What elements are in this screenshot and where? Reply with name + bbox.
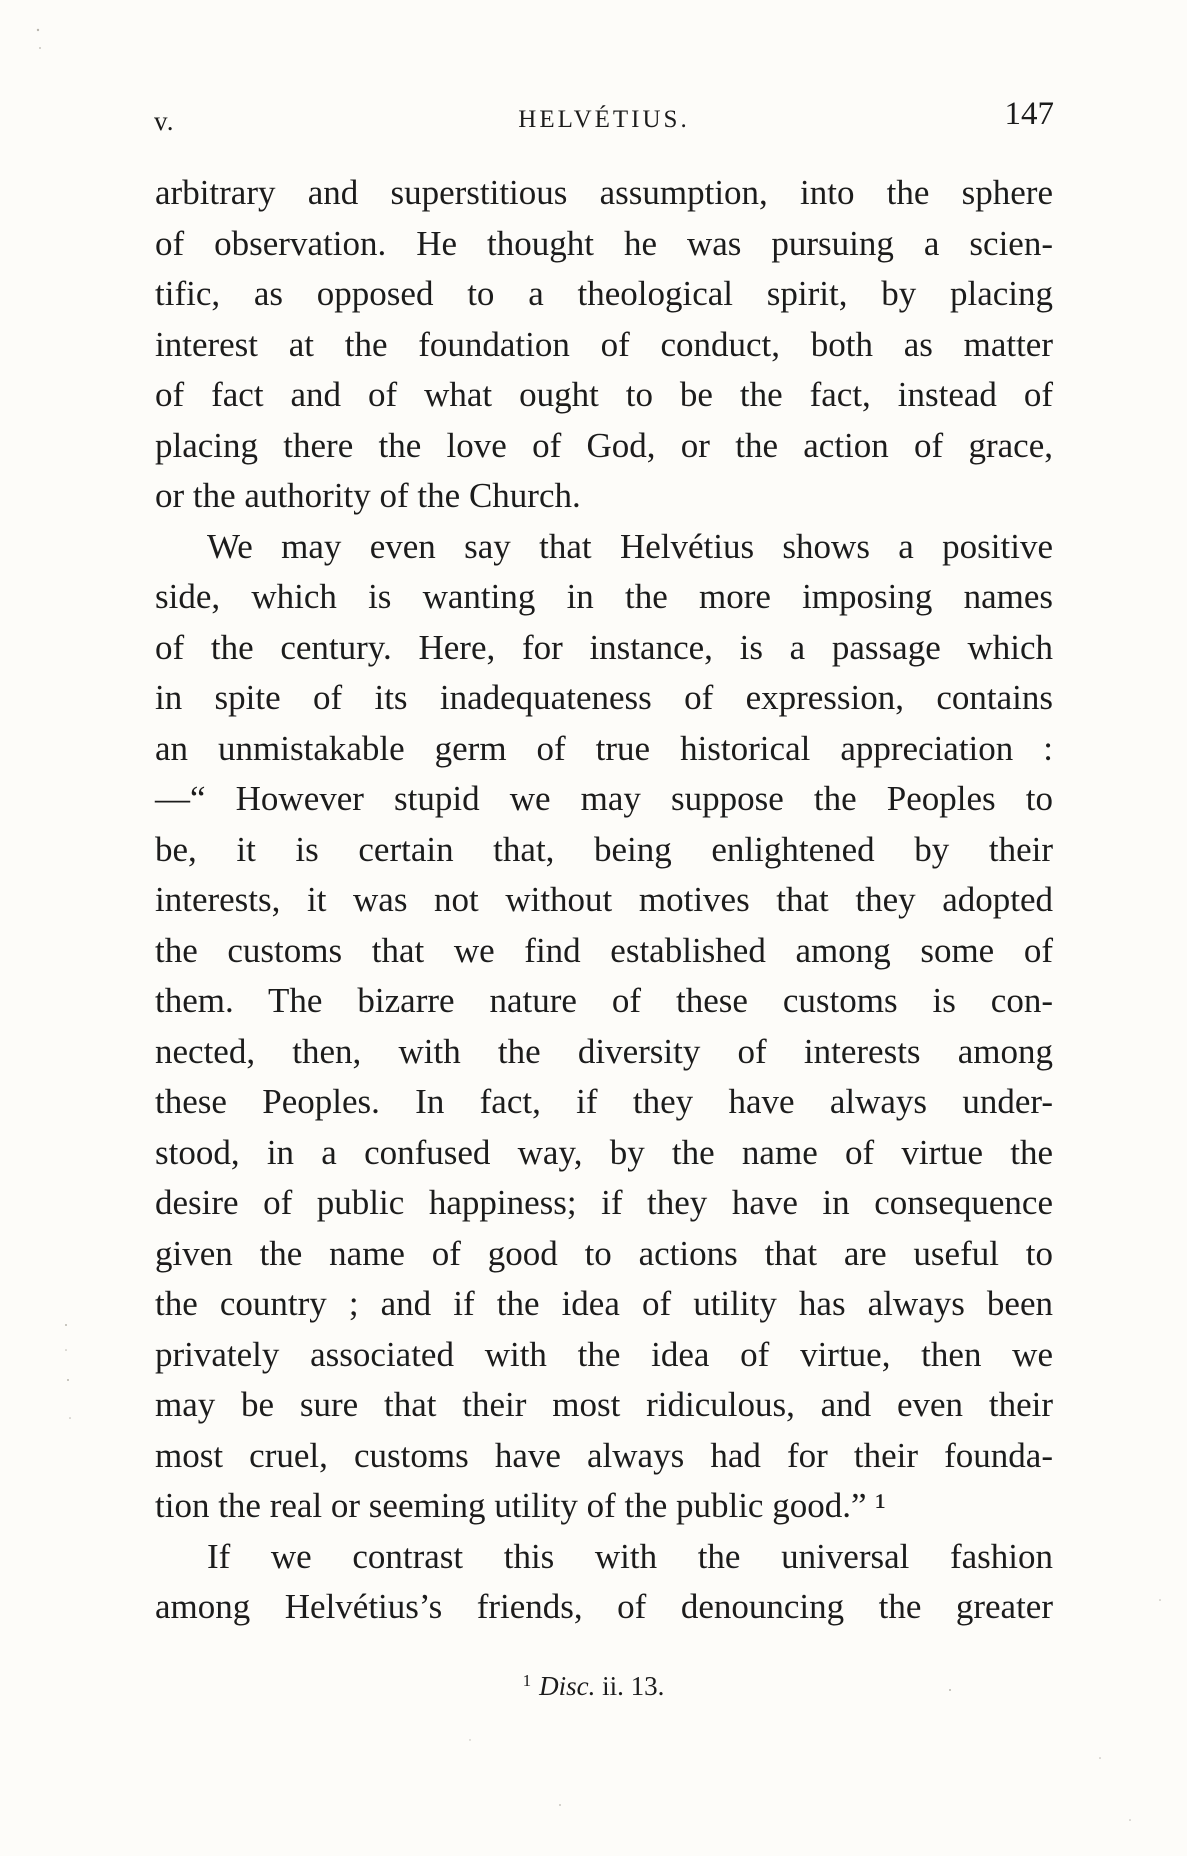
text-line: —“ However stupid we may suppose the Peoples to bbox=[155, 779, 1053, 818]
text-line: of the century. Here, for instance, is a passage which bbox=[155, 627, 1053, 667]
text-line: stood, in a confused way, by the name of virtue the bbox=[155, 1132, 1053, 1172]
text-line: interest at the foundation of conduct, both as matter bbox=[155, 324, 1053, 364]
text-line: may be sure that their most ridiculous, and even their bbox=[155, 1385, 1053, 1424]
text-line: among Helvétius’s friends, of denouncing the greater bbox=[155, 1587, 1053, 1626]
text-line: these Peoples. In fact, if they have always under- bbox=[155, 1082, 1053, 1121]
text-line: given the name of good to actions that are useful to bbox=[155, 1233, 1053, 1273]
running-title: HELVÉTIUS. bbox=[518, 106, 690, 133]
text-line: tific, as opposed to a theological spirit, by placing bbox=[155, 274, 1053, 313]
text-line: of fact and of what ought to be the fact, instead of bbox=[155, 375, 1053, 414]
text-line: arbitrary and superstitious assumption, into the sphere bbox=[155, 173, 1053, 212]
text-line: or the authority of the Church. bbox=[155, 476, 581, 515]
footnote-locator: ii. 13. bbox=[602, 1671, 665, 1701]
text-line: the customs that we find established among some of bbox=[155, 930, 1053, 970]
text-line: tion the real or seeming utility of the public good.” ¹ bbox=[155, 1486, 886, 1525]
text-line: privately associated with the idea of virtue, then we bbox=[155, 1334, 1053, 1374]
text-line: nected, then, with the diversity of interests among bbox=[155, 1031, 1053, 1071]
text-line: placing there the love of God, or the action of grace, bbox=[155, 425, 1053, 465]
text-line: be, it is certain that, being enlightened by their bbox=[155, 829, 1053, 869]
text-line: If we contrast this with the universal fashion bbox=[207, 1536, 1053, 1576]
chapter-numeral: v. bbox=[154, 106, 175, 136]
running-header bbox=[154, 96, 1054, 146]
footnote-mark: 1 bbox=[522, 1671, 532, 1690]
text-line: in spite of its inadequateness of expression, contains bbox=[155, 678, 1053, 717]
text-line: most cruel, customs have always had for their founda- bbox=[155, 1435, 1053, 1475]
text-line: them. The bizarre nature of these customs is con- bbox=[155, 981, 1053, 1020]
text-line: We may even say that Helvétius shows a positive bbox=[207, 526, 1053, 566]
body-text bbox=[155, 168, 1053, 1633]
text-line: side, which is wanting in the more imposing names bbox=[155, 577, 1053, 616]
footnote bbox=[0, 1671, 1187, 1702]
text-line: of observation. He thought he was pursuing a scien- bbox=[155, 223, 1053, 263]
text-line: the country ; and if the idea of utility has always been bbox=[155, 1284, 1053, 1323]
text-line: desire of public happiness; if they have in consequence bbox=[155, 1183, 1053, 1222]
page-number: 147 bbox=[1004, 96, 1054, 132]
text-line: an unmistakable germ of true historical appreciation : bbox=[155, 728, 1053, 768]
text-line: interests, it was not without motives that they adopted bbox=[155, 880, 1053, 919]
footnote-reference: Disc. bbox=[539, 1671, 596, 1701]
